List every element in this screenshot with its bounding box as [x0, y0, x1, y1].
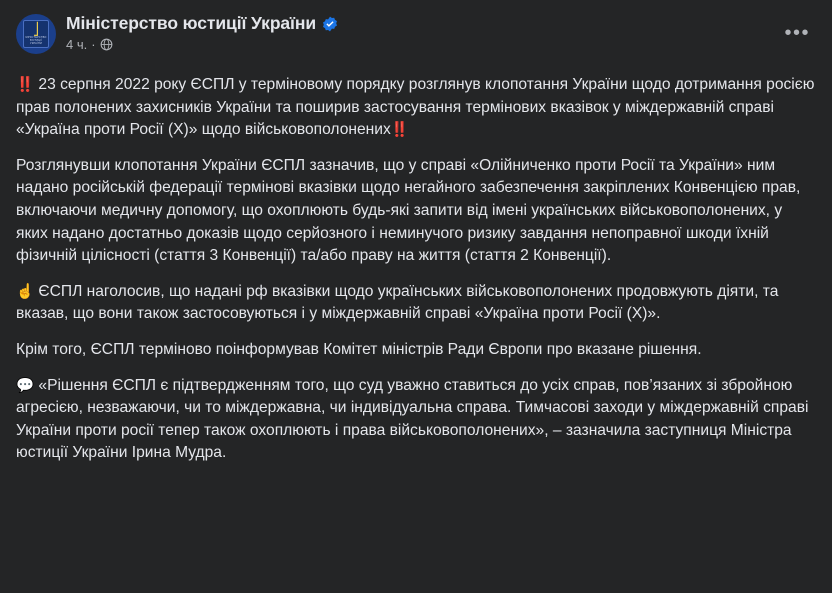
- meta-separator: ·: [91, 37, 96, 52]
- speech-balloon-icon: 💬: [16, 377, 35, 394]
- paragraph-text: ЄСПЛ наголосив, що надані рф вказівки щодо українських військовополонених продовжують діяти, та вказав, що вони також застосовуються і у міждержавній справі «Україна проти Росії (X)».: [16, 282, 779, 323]
- globe-icon[interactable]: [100, 38, 113, 51]
- tryzub-glyph: ⎦: [33, 22, 39, 36]
- post-menu-button[interactable]: •••: [784, 22, 810, 44]
- point-up-icon: ☝️: [16, 283, 35, 300]
- author-row: [66, 13, 338, 34]
- paragraph-text: 23 серпня 2022 року ЄСПЛ у терміновому порядку розглянув клопотання України щодо дотримання росією прав полонених захисників України та поширив застосування термінових вказівок у міждержавній справі «Україна проти Росії (X)» щодо військовополонених: [16, 76, 815, 139]
- post-header-text: [66, 12, 338, 52]
- verified-badge-icon: [322, 16, 338, 32]
- double-exclamation-icon: ‼️: [16, 77, 35, 93]
- post-paragraph: [16, 375, 816, 465]
- post-body: [16, 64, 816, 593]
- post-paragraph: [16, 155, 816, 268]
- ministry-crest-icon: [23, 20, 49, 48]
- avatar-crest-text: МІНІСТЕРСТВО ЮСТИЦІЇ УКРАЇНИ: [25, 36, 47, 45]
- page-name[interactable]: Міністерство юстиції України: [66, 13, 317, 33]
- post-header: [16, 12, 816, 64]
- post-paragraph: [16, 281, 816, 326]
- post-timestamp[interactable]: 4 ч.: [66, 37, 88, 52]
- avatar[interactable]: [16, 14, 56, 54]
- paragraph-text: «Рішення ЄСПЛ є підтвердженням того, що суд уважно ставиться до усіх справ, пов’язаних зі збройною агресією, незважаючи, чи то міждержавна, чи індивідуальна справа. Тимчасові заходи у міждержавній справі України проти росії тепер також охоплюють і права військовополонених», – зазначила заступниця Міністра юстиції України Ірина Мудра.: [16, 376, 809, 462]
- post-meta: [66, 37, 338, 52]
- paragraph-text: Розглянувши клопотання України ЄСПЛ зазначив, що у справі «Олійниченко проти Росії та України» ним надано російській федерації термінові вказівки щодо негайного забезпечення закріплених Конвенцією прав, включаючи медичну допомогу, що охоплюють будь-які запити від імені українських військовополонених, у яких надано достатньо доказів щодо серйозного і неминучого ризику завдання непоправної шкоди їхній фізичній цілісності (стаття 3 Конвенції) та/або праву на життя (стаття 2 Конвенції).: [16, 156, 801, 265]
- double-exclamation-icon-end: ‼️: [390, 122, 409, 139]
- paragraph-text: Крім того, ЄСПЛ терміново поінформував Комітет міністрів Ради Європи про вказане рішення.: [16, 340, 702, 358]
- post-paragraph: [16, 339, 816, 362]
- post-paragraph: [16, 74, 816, 142]
